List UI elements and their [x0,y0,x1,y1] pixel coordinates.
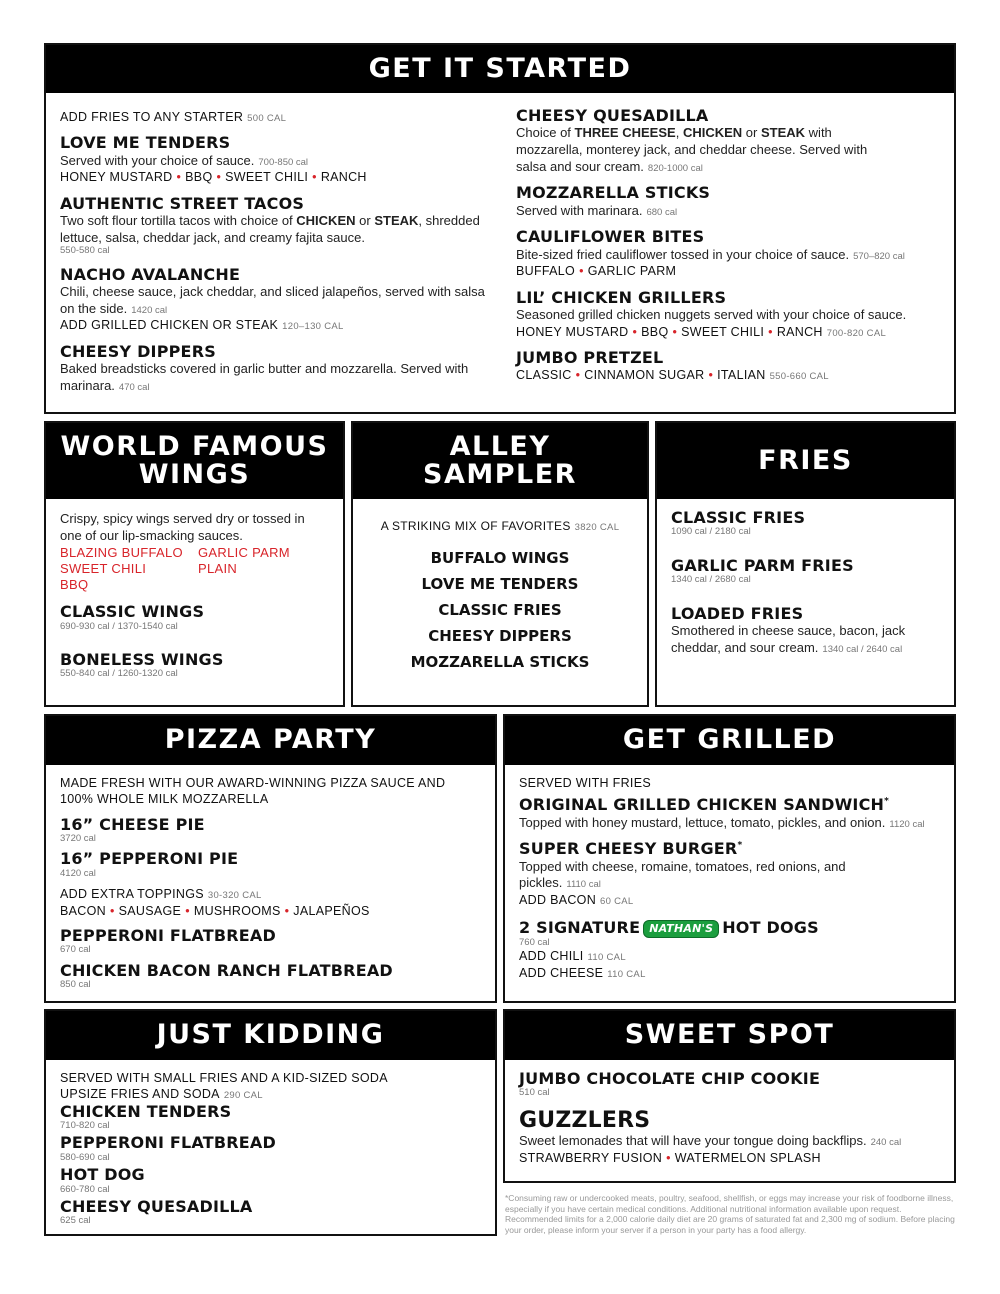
sauce-option: BBQ [185,170,213,185]
wings-section [44,421,345,707]
menu-item-kids-flatbread [60,1134,481,1163]
menu-item-guzzlers [519,1108,940,1166]
description-text: or [359,213,371,228]
item-name: CHEESY QUESADILLA [60,1197,253,1217]
add-fries-label: ADD FRIES TO ANY STARTER [60,110,244,124]
item-name: GUZZLERS [519,1107,651,1133]
section-intro: SERVED WITH SMALL FRIES AND A KID-SIZED SODA [60,1071,388,1085]
calorie-count: 110 CAL [607,968,646,980]
item-name: PEPPERONI FLATBREAD [60,925,276,945]
menu-item-cheesy-dippers [60,343,500,395]
item-description [516,125,886,175]
item-description [60,213,500,246]
add-on-label: ADD CHILI [519,949,584,964]
description-text: Two soft flour tortilla tacos with choice of [60,213,293,228]
item-name: CHEESY DIPPERS [60,341,216,361]
item-description: Smothered in cheese sauce, bacon, jack cheddar, and sour cream. [671,623,906,655]
sauce-option: PLAIN [198,561,238,577]
menu-item-cheesy-burger [519,840,940,908]
menu-item-kids-quesadilla [60,1198,481,1227]
section-title: GET IT STARTED [46,45,954,93]
menu-item-chicken-sandwich [519,796,940,831]
section-title-line: SAMPLER [423,459,577,490]
intro-text: A STRIKING MIX OF FAVORITES [380,519,571,533]
flavor-option: WATERMELON SPLASH [674,1150,821,1165]
item-name: HOT DOG [60,1165,145,1185]
calorie-count: 680 cal [646,206,678,218]
menu-item-boneless-wings [60,651,329,680]
sauce-option: GARLIC PARM [587,264,677,279]
sauce-options [516,263,946,279]
calorie-count: 240 cal [870,1137,902,1149]
section-title: JUST KIDDING [46,1011,495,1060]
item-description: Topped with honey mustard, lettuce, tomato, pickles, and onion. [519,814,886,830]
calorie-count: 850 cal [60,978,91,990]
flavor-option: CLASSIC [516,368,572,383]
item-name: CHICKEN BACON RANCH FLATBREAD [60,960,393,980]
calorie-count: 550-580 cal [60,245,110,257]
separator-dot: • [176,170,182,185]
sauce-option: SWEET CHILI [60,561,147,577]
separator-dot: • [579,264,584,279]
calorie-count: 60 CAL [600,895,634,907]
sauce-option: SWEET CHILI [681,324,765,339]
add-fries-line [60,109,500,125]
calorie-count: 1340 cal / 2680 cal [671,574,751,586]
sauce-option: HONEY MUSTARD [516,324,629,339]
asterisk-mark: * [884,796,890,807]
item-name: PEPPERONI FLATBREAD [60,1133,276,1153]
calorie-count: 3820 CAL [574,522,620,533]
intro-text: 100% WHOLE MILK MOZZARELLA [60,792,269,807]
item-description: Sweet lemonades that will have your tongue doing backflips. [519,1133,867,1149]
separator-dot: • [284,903,290,918]
right-column [516,107,946,384]
left-column [60,109,500,394]
toppings-label: ADD EXTRA TOPPINGS [60,887,204,902]
calorie-count: 660-780 cal [60,1183,110,1195]
item-name-text: SUPER CHEESY BURGER [519,839,738,859]
menu-item-nacho-avalanche [60,266,500,334]
item-name [519,919,940,938]
section-title: SWEET SPOT [505,1011,954,1060]
item-name-text: HOT DOGS [722,918,819,938]
separator-dot: • [632,324,638,339]
item-name: NACHO AVALANCHE [60,264,241,284]
item-description: Seasoned grilled chicken nuggets served with your choice of sauce. [516,306,907,322]
separator-dot: • [109,903,115,918]
section-body [657,499,954,656]
section-body [46,1060,495,1227]
upsize-line [60,1086,481,1102]
sauce-options [516,324,946,340]
item-name: CLASSIC FRIES [671,508,806,527]
menu-item-classic-wings [60,603,329,632]
description-text: Choice of [516,125,571,141]
pizza-intro [60,775,481,808]
option-steak: STEAK [374,213,419,228]
item-name: MOZZARELLA STICKS [516,183,711,203]
sauce-option: HONEY MUSTARD [60,170,173,185]
menu-item-jumbo-pretzel [516,349,946,384]
calorie-count: 550-840 cal / 1260-1320 cal [60,668,178,680]
menu-item-pepperoni-flatbread [60,927,481,956]
upsize-label: UPSIZE FRIES AND SODA [60,1087,220,1102]
menu-item-kids-tenders [60,1103,481,1132]
section-title [46,423,343,499]
item-name: LIL’ CHICKEN GRILLERS [516,287,727,307]
sauce-option: RANCH [776,324,823,339]
calorie-count: 760 cal [519,936,550,948]
menu-item-hot-dogs [519,919,940,981]
fries-section [655,421,956,707]
item-description: Bite-sized fried cauliflower tossed in your choice of sauce. [516,246,850,262]
option-chicken: CHICKEN [682,125,743,141]
sauce-options [60,169,500,185]
calorie-count: 1420 cal [131,304,168,316]
item-name [519,840,940,858]
add-on-label: ADD CHEESE [519,965,604,980]
nathans-logo: NATHAN'S [643,920,719,938]
section-title-line: WINGS [138,459,251,490]
calorie-count: 1090 cal / 2180 cal [671,526,751,538]
menu-item-cbr-flatbread [60,962,481,991]
section-title-line: ALLEY [449,430,551,462]
just-kidding-section [44,1009,497,1236]
asterisk-mark: * [737,840,743,851]
flavor-option: ITALIAN [717,368,766,383]
menu-item-mozzarella-sticks [516,184,946,219]
topping-option: JALAPEÑOS [293,903,370,918]
section-body [505,765,954,981]
calorie-count: 500 CAL [247,113,287,124]
description-text: or [745,125,758,141]
sampler-item: BUFFALO WINGS [430,548,570,567]
description-text: , [675,125,680,141]
item-name [519,796,940,814]
item-name: CAULIFLOWER BITES [516,227,705,247]
section-body [46,765,495,990]
menu-item-garlic-parm-fries [671,557,940,586]
calorie-count: 625 cal [60,1215,91,1227]
calorie-count: 710-820 cal [60,1119,110,1131]
section-title [353,423,647,499]
intro-text: MADE FRESH WITH OUR AWARD-WINNING PIZZA SAUCE AND [60,776,446,790]
section-intro: SERVED WITH FRIES [519,776,651,790]
item-description: Topped with cheese, romaine, tomatoes, red onions, and pickles. [519,858,846,891]
calorie-count: 470 cal [118,381,150,393]
item-name: JUMBO PRETZEL [516,347,664,367]
calorie-count: 670 cal [60,944,91,956]
separator-dot: • [312,170,317,185]
sweet-spot-section [503,1009,956,1183]
calorie-count: 4120 cal [60,867,96,879]
sampler-item: CLASSIC FRIES [438,600,562,619]
sampler-items [367,545,633,675]
topping-option: SAUSAGE [118,903,182,918]
separator-dot: • [216,170,222,185]
separator-dot: • [575,368,581,383]
calorie-count: 1110 cal [566,879,601,891]
item-name-text: 2 SIGNATURE [519,918,641,938]
item-name: 16” PEPPERONI PIE [60,849,239,869]
menu-item-chicken-grillers [516,289,946,340]
sauce-option: BBQ [641,324,669,339]
menu-item-classic-fries [671,509,940,538]
flavor-options [519,1150,940,1166]
calorie-count: 290 CAL [223,1090,263,1102]
sauce-option: SWEET CHILI [225,170,309,185]
sampler-item: MOZZARELLA STICKS [410,652,590,671]
menu-item-pepperoni-pie [60,850,481,879]
sampler-item: LOVE ME TENDERS [421,574,579,593]
menu-item-kids-hot-dog [60,1166,481,1195]
calorie-count: 820-1000 cal [647,162,703,174]
separator-dot: • [768,324,773,339]
flavor-option: CINNAMON SUGAR [584,368,705,383]
option-steak: STEAK [760,125,806,141]
calorie-count: 120–130 CAL [282,321,344,333]
wing-sauce-list [60,545,329,593]
calorie-count: 510 cal [519,1087,550,1099]
item-name: CHEESY QUESADILLA [516,106,709,125]
separator-dot: • [672,324,678,339]
section-title: GET GRILLED [505,716,954,765]
extra-toppings [60,886,481,919]
option-chicken: CHICKEN [296,213,356,228]
separator-dot: • [666,1150,671,1165]
separator-dot: • [185,903,190,918]
get-it-started-section [44,43,956,414]
item-name: LOVE ME TENDERS [60,133,231,153]
item-name: BONELESS WINGS [60,650,224,670]
section-title-line: WORLD FAMOUS [60,430,329,462]
item-name: GARLIC PARM FRIES [671,555,854,575]
pizza-party-section [44,714,497,1003]
flavor-options [516,367,946,383]
topping-option: BACON [60,903,106,918]
menu-item-cheesy-quesadilla [516,107,946,175]
calorie-count: 690-930 cal / 1370-1540 cal [60,620,178,632]
sauce-option: BUFFALO [516,264,576,279]
section-description: Crispy, spicy wings served dry or tossed in one of our lip-smacking sauces. [60,511,305,543]
menu-item-street-tacos [60,195,500,257]
item-name: 16” CHEESE PIE [60,814,205,834]
calorie-count: 1340 cal / 2640 cal [822,643,903,655]
item-name-text: ORIGINAL GRILLED CHICKEN SANDWICH [519,795,885,815]
calorie-count: 30-320 CAL [207,890,262,902]
alley-sampler-section [351,421,649,707]
item-description: Served with your choice of sauce. [60,152,255,168]
calorie-count: 110 CAL [587,952,626,964]
item-description: Chili, cheese sauce, jack cheddar, and sliced jalapeños, served with salsa on the side. [60,284,485,316]
menu-item-cheese-pie [60,816,481,845]
get-grilled-section [503,714,956,1003]
sauce-option: RANCH [320,170,367,185]
option-three-cheese: THREE CHEESE [574,125,676,141]
item-name: AUTHENTIC STREET TACOS [60,193,305,213]
sauce-option: BBQ [60,577,89,593]
calorie-count: 700-850 cal [258,156,309,168]
food-safety-disclaimer: *Consuming raw or undercooked meats, poultry, seafood, shellfish, or eggs may increase your risk of foodborne illness, especially if you have certain medical conditions. Additional nutritional information available upon request. Recommended limits for a 2,000 calorie daily diet are 20 grams of saturated fat and 2,300 mg of sodium. Before placing your order, please inform your server if a person in your party has a food allergy. [505,1193,955,1235]
item-name: CHICKEN TENDERS [60,1101,232,1121]
calorie-count: 3720 cal [60,832,96,844]
section-body [46,499,343,680]
description-text: , shredded lettuce, salsa, cheddar jack, and creamy fajita sauce. [60,213,480,245]
calorie-count: 570–820 cal [853,250,905,262]
calorie-count: 1120 cal [889,818,925,830]
item-description: Served with marinara. [516,202,643,218]
add-on-label: ADD GRILLED CHICKEN OR STEAK [60,318,279,333]
calorie-count: 580-690 cal [60,1151,110,1163]
separator-dot: • [708,368,714,383]
menu-item-love-me-tenders [60,134,500,185]
item-name: LOADED FRIES [671,603,804,623]
sauce-option: GARLIC PARM [198,545,290,561]
description-text: with mozzarella, monterey jack, and cheddar cheese. Served with salsa and sour cream. [516,125,868,174]
item-description: Baked breadsticks covered in garlic butter and mozzarella. Served with marinara. [60,361,469,393]
sampler-item: CHEESY DIPPERS [428,626,572,645]
add-on-label: ADD BACON [519,892,597,907]
item-name: JUMBO CHOCOLATE CHIP COOKIE [519,1069,821,1088]
sampler-intro [367,519,633,535]
menu-item-cauliflower-bites [516,228,946,279]
topping-option: MUSHROOMS [193,903,281,918]
section-body [353,499,647,675]
section-body [505,1060,954,1166]
section-title: FRIES [657,423,954,499]
sauce-option: BLAZING BUFFALO [60,545,183,561]
flavor-option: STRAWBERRY FUSION [519,1150,663,1165]
section-title: PIZZA PARTY [46,716,495,765]
menu-item-loaded-fries [671,605,940,657]
menu-item-cookie [519,1070,940,1099]
item-name: CLASSIC WINGS [60,602,205,622]
calorie-count: 700-820 CAL [826,327,887,339]
calorie-count: 550-660 CAL [769,371,829,383]
